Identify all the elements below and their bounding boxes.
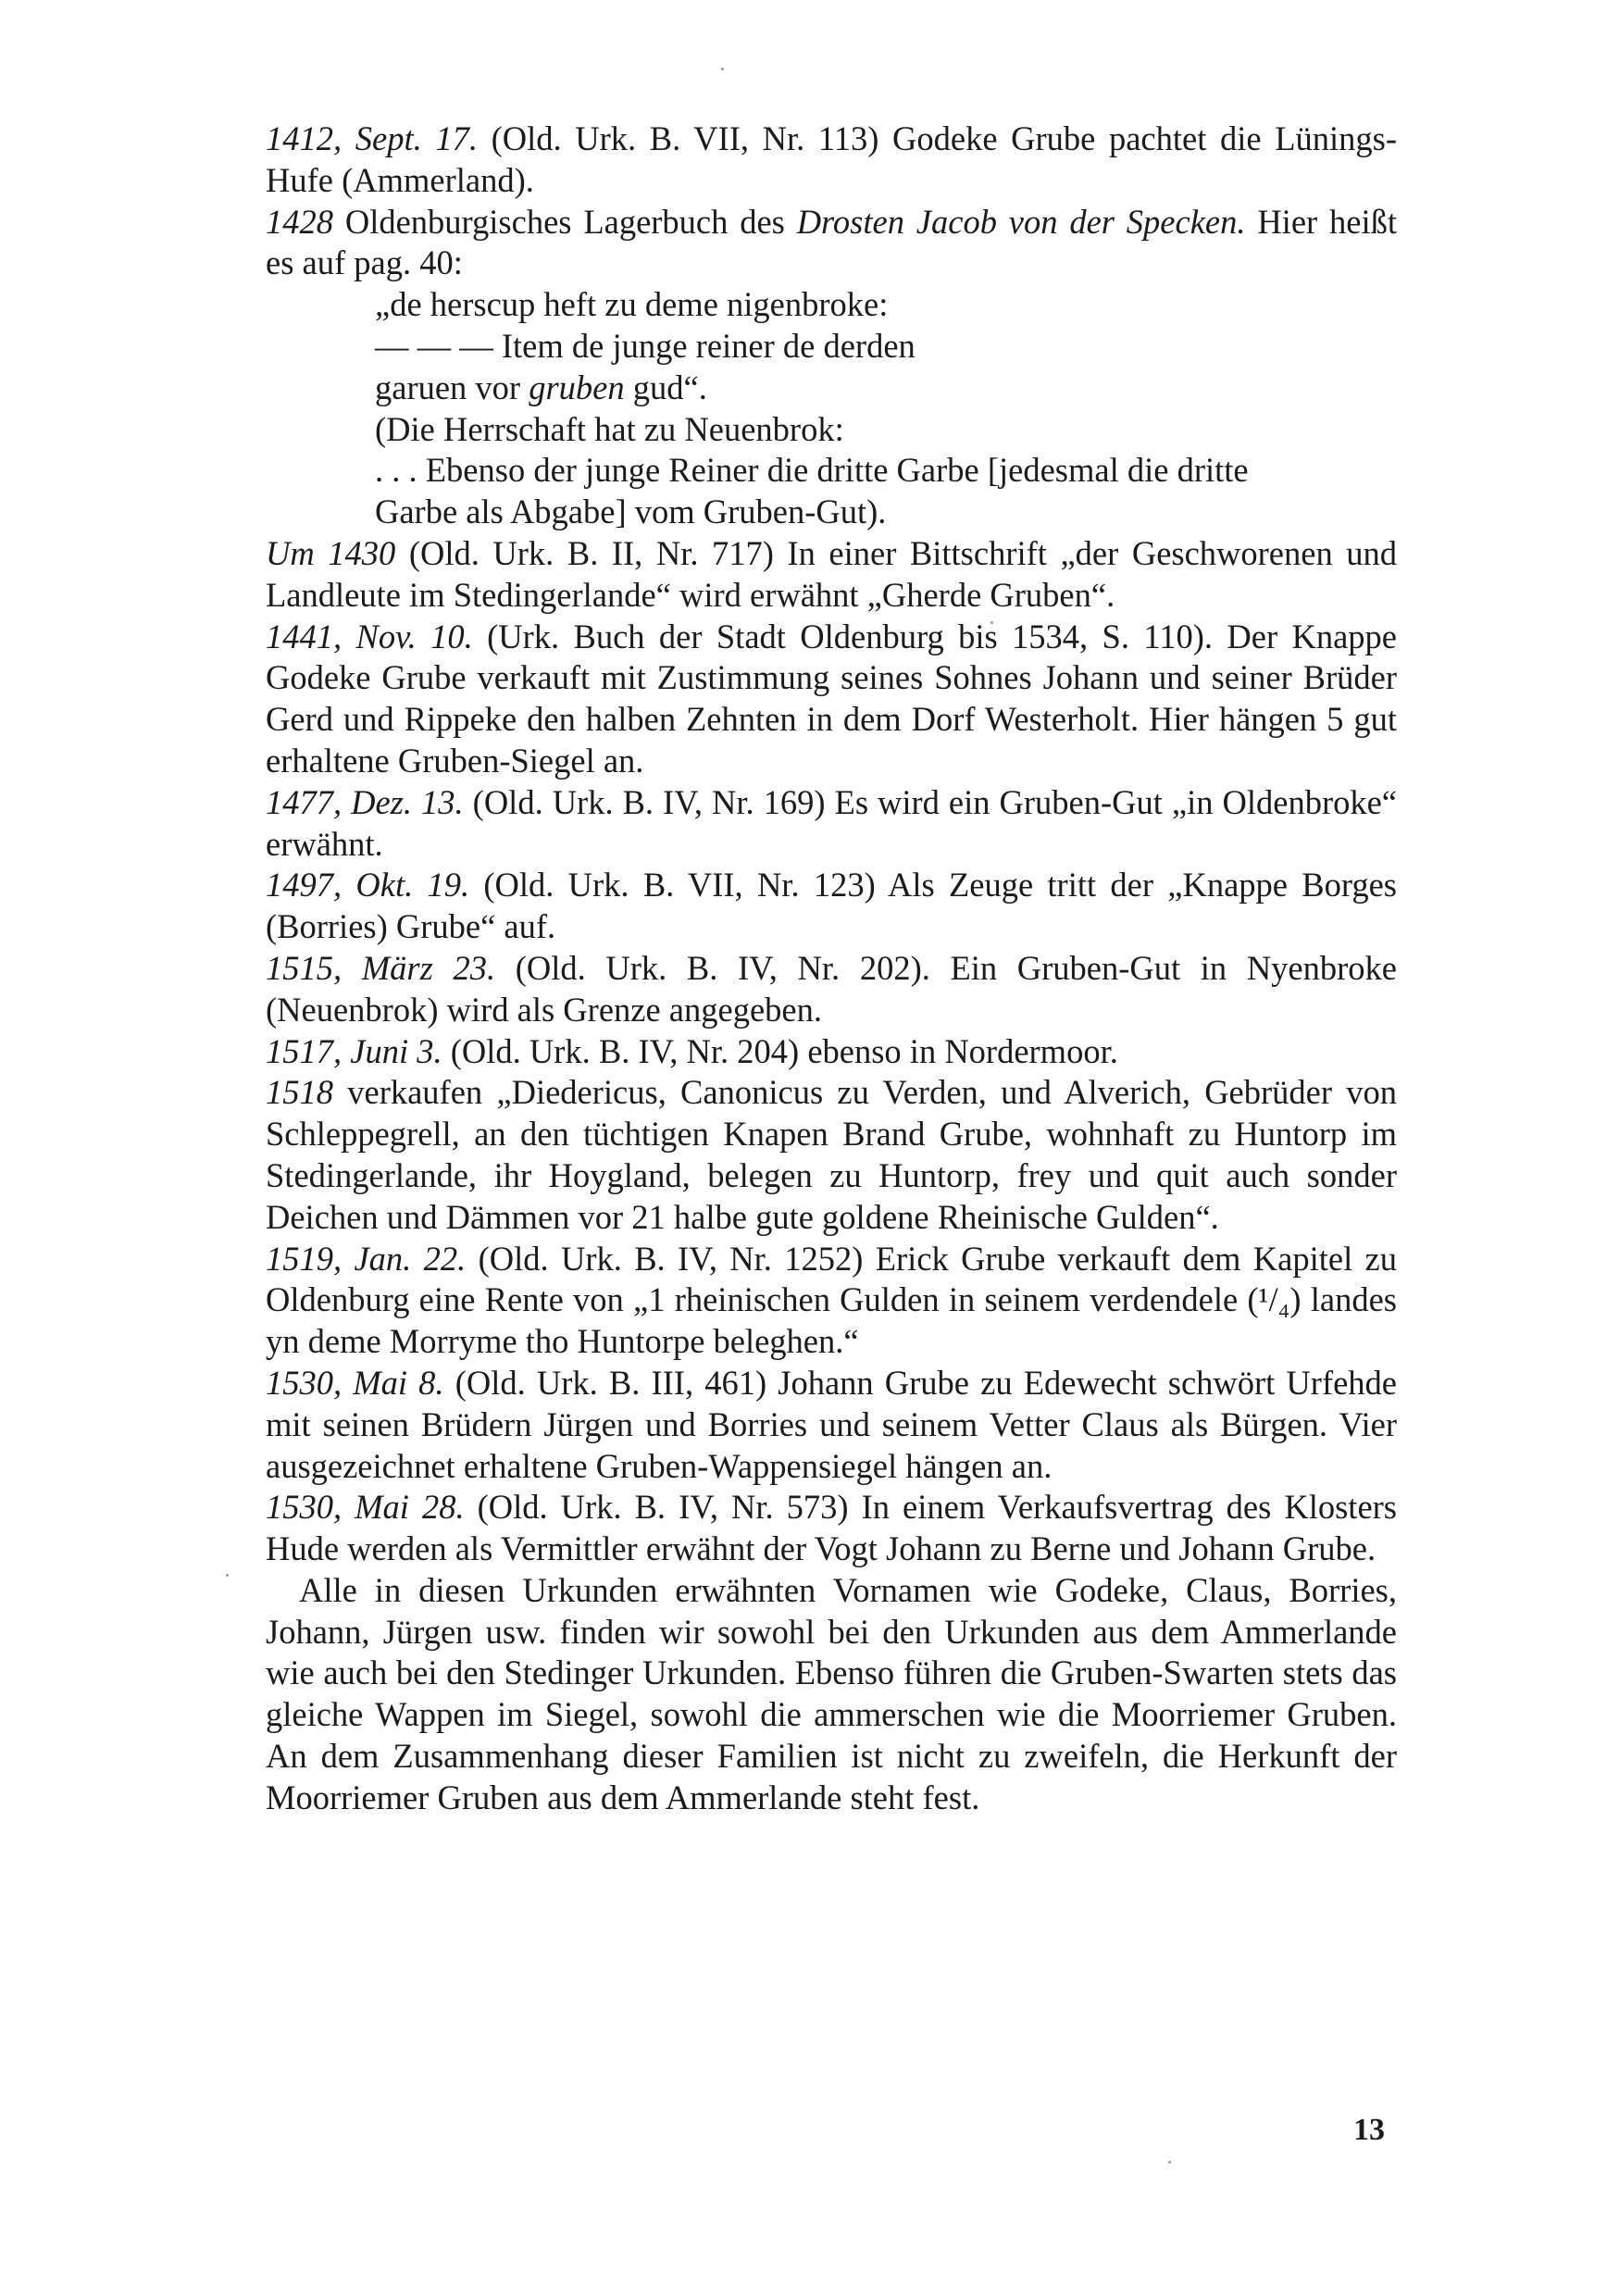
entry-date: 1412, Sept. 17. [266, 119, 478, 157]
entry-1530-mai-8 [266, 1363, 1397, 1487]
entry-date: 1530, Mai 8. [266, 1363, 444, 1402]
quote-fragment: gud“. [624, 368, 707, 406]
entry-text: (Old. Urk. B. IV, Nr. 204) ebenso in Nordermoor. [442, 1031, 1118, 1070]
entry-date: Um 1430 [266, 533, 396, 572]
entry-date: 1530, Mai 28. [266, 1488, 465, 1527]
entry-text: (Old. Urk. B. VII, Nr. 123) Als Zeuge tritt der „Knappe Borges (Borries) Grube“ auf. [266, 866, 1397, 946]
scan-speck [721, 68, 724, 70]
entry-date: 1515, März 23. [266, 948, 496, 987]
entry-date: 1517, Juni 3. [266, 1031, 442, 1070]
entry-1518 [266, 1072, 1397, 1238]
entry-text: (Old. Urk. B. IV, Nr. 1252) Erick Grube verkauft dem Kapitel zu Oldenburg eine Rente von „1 rheinischen Gulden in seinem verdendele (¹/₄) landes yn deme Morryme tho Huntorpe beleghen.“ [266, 1239, 1398, 1361]
page-number: 13 [1353, 2113, 1385, 2147]
lagerbuch-quote [266, 284, 1397, 533]
entry-1530-mai-28 [266, 1487, 1397, 1570]
entry-text: (Old. Urk. B. II, Nr. 717) In einer Bittschrift „der Geschworenen und Landleute im Stedingerlande“ wird erwähnt „Gherde Gruben“. [266, 533, 1398, 614]
entry-1497 [266, 865, 1397, 948]
entry-text: (Old. Urk. B. III, 461) Johann Grube zu Edewecht schwört Urfehde mit seinen Brüdern Jürgen und Borries und seinem Vetter Claus als Bürgen. Vier ausgezeichnet erhaltene Gruben-Wappensiegel hängen an. [266, 1363, 1397, 1485]
quote-line: Garbe als Abgabe] vom Gruben-Gut). [375, 493, 887, 531]
entry-date: 1497, Okt. 19. [266, 866, 470, 905]
quote-line [375, 368, 1397, 409]
entry-text: (Urk. Buch der Stadt Oldenburg bis 1534, S. 110). Der Knappe Godeke Grube verkauft mit Zustimmung seines Sohnes Johann und seiner Brüder Gerd und Rippeke den halben Zehnten in dem Dorf Westerholt. Hier hängen 5 gut erhaltene Gruben-Siegel an. [266, 617, 1397, 780]
quote-italic-word: gruben [529, 368, 625, 406]
quote-line: . . . Ebenso der junge Reiner die dritte Garbe [jedesmal die dritte [375, 451, 1249, 490]
entry-date: 1477, Dez. 13. [266, 782, 464, 821]
entry-date: 1518 [266, 1073, 333, 1112]
entry-1412 [266, 119, 1397, 202]
entry-date: 1441, Nov. 10. [266, 617, 473, 655]
entry-1477 [266, 782, 1397, 866]
entry-text: (Old. Urk. B. IV, Nr. 169) Es wird ein Gruben-Gut „in Oldenbroke“ erwähnt. [266, 782, 1397, 863]
closing-paragraph: Alle in diesen Urkunden erwähnten Vornamen wie Godeke, Claus, Borries, Johann, Jürgen usw. finden wir sowohl bei den Urkunden aus dem Ammerlande wie auch bei den Stedinger Urkunden. Ebenso führen die Gruben-Swarten stets das gleiche Wappen im Siegel, sowohl die ammerschen wie die Moorriemer Gruben. An dem Zusammenhang dieser Familien ist nicht zu zweifeln, die Herkunft der Moorriemer Gruben aus dem Ammerlande steht fest. [266, 1570, 1397, 1816]
entry-date: 1519, Jan. 22. [266, 1239, 467, 1278]
entry-text-italic: Drosten Jacob von der Specken. [796, 202, 1246, 241]
entry-text: Oldenburgisches Lagerbuch des [333, 202, 797, 241]
entry-1428 [266, 202, 1397, 285]
scan-speck [1168, 2161, 1171, 2164]
entry-text: (Old. Urk. B. IV, Nr. 202). Ein Gruben-Gut in Nyenbroke (Neuenbrok) wird als Grenze angegeben. [266, 948, 1397, 1029]
entry-date: 1428 [266, 202, 333, 241]
entry-um-1430 [266, 533, 1397, 617]
entry-text: verkaufen „Diedericus, Canonicus zu Verden, und Alverich, Gebrüder von Schleppegrell, an den tüchtigen Knapen Brand Grube, wohnhaft zu Huntorp im Stedingerlande, ihr Hoygland, belegen zu Huntorp, frey und quit auch sonder Deichen und Dämmen vor 21 halbe gute goldene Rheinische Gulden“. [266, 1073, 1397, 1236]
entry-1441 [266, 617, 1397, 782]
entry-1517 [266, 1031, 1397, 1073]
quote-line: (Die Herrschaft hat zu Neuenbrok: [375, 409, 844, 448]
scan-speck [226, 1574, 229, 1577]
quote-line: „de herscup heft zu deme nigenbroke: [375, 285, 889, 324]
entry-text: (Old. Urk. B. IV, Nr. 573) In einem Verkaufsvertrag des Klosters Hude werden als Vermittler erwähnt der Vogt Johann zu Berne und Johann Grube. [266, 1488, 1398, 1568]
entry-1515 [266, 948, 1397, 1031]
quote-line: — — — Item de junge reiner de derden [375, 326, 916, 365]
document-body [266, 119, 1397, 1819]
entry-text-after: Hier heißt es auf pag. 40: [266, 202, 1397, 282]
quote-fragment: garuen vor [375, 368, 529, 406]
entry-text: (Old. Urk. B. VII, Nr. 113) Godeke Grube pachtet die Lünings-Hufe (Ammerland). [266, 119, 1397, 199]
entry-1519 [266, 1239, 1397, 1363]
